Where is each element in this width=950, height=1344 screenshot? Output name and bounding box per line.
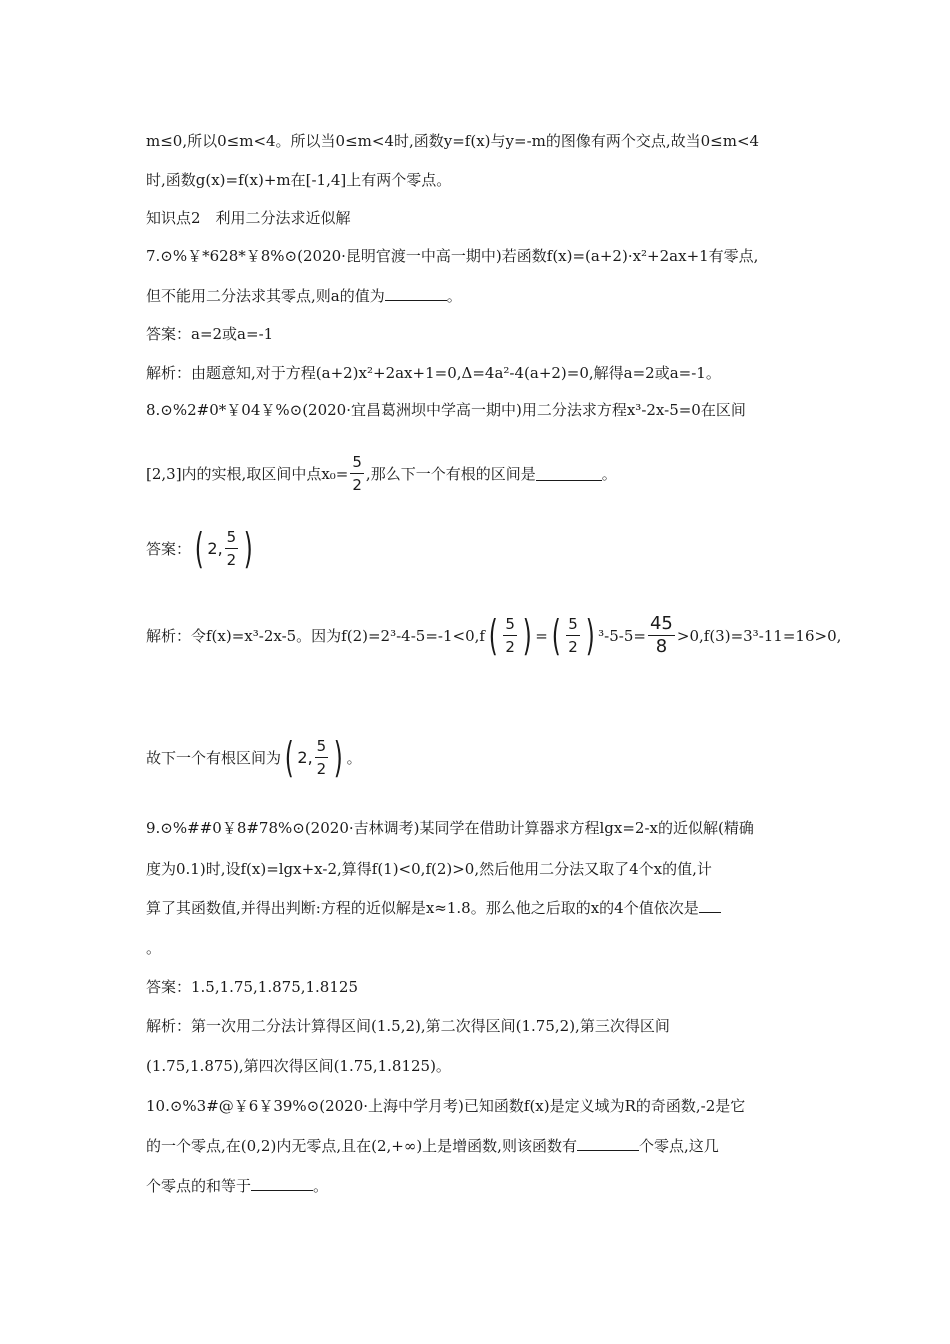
- answer-blank: [699, 898, 721, 913]
- question-9-line-4: 。: [146, 939, 162, 957]
- punct: 。: [446, 287, 462, 305]
- paren-open: (: [194, 523, 204, 573]
- question-7-text: 但不能用二分法求其零点,则a的值为: [146, 287, 385, 305]
- fraction-5-2: $\frac{5}{2}$: [568, 615, 578, 656]
- answer-blank: [536, 466, 602, 481]
- answer-label: 答案：: [146, 539, 192, 558]
- paren-close: ): [333, 732, 343, 782]
- solution-7: 解析：由题意知,对于方程(a+2)x²+2ax+1=0,Δ=4a²-4(a+2)=0,解得a=2或a=-1。: [146, 364, 721, 382]
- interval-value: 2,: [297, 747, 313, 767]
- fraction-5-2: $\frac{5}{2}$: [226, 528, 237, 569]
- solution-8: [146, 610, 842, 660]
- solution-8-text: 解析：令f(x)=x³-2x-5。因为f(2)=2³-4-5=-1<0,f: [146, 626, 485, 645]
- text-line-2: 时,函数g(x)=f(x)+m在[-1,4]上有两个零点。: [146, 171, 452, 189]
- punct: 。: [601, 464, 617, 483]
- question-10-line-2: [146, 1136, 719, 1156]
- solution-9-line-2: (1.75,1.875),第四次得区间(1.75,1.8125)。: [146, 1057, 451, 1075]
- question-9-text: 算了其函数值,并得出判断:方程的近似解是x≈1.8。那么他之后取的x的4个值依次是: [146, 899, 699, 917]
- answer-blank: [385, 286, 447, 301]
- question-10-text-3: 个零点的和等于: [146, 1177, 252, 1195]
- paren-close: ): [585, 610, 595, 660]
- punct: 。: [313, 1177, 329, 1195]
- fraction-5-2: $\frac{5}{2}$: [505, 615, 515, 656]
- section-heading: 知识点2 利用二分法求近似解: [146, 209, 351, 227]
- answer-blank: [577, 1136, 639, 1151]
- paren-open: (: [284, 732, 294, 782]
- solution-8-text-2: ³-5-5=: [598, 626, 646, 645]
- answer-8: [146, 523, 257, 573]
- paren-open: (: [488, 610, 498, 660]
- question-9-line-3: [146, 898, 721, 918]
- fraction-5-2: $\frac{5}{2}$: [316, 737, 327, 778]
- question-8-line-2: [146, 451, 617, 496]
- paren-close: ): [522, 610, 532, 660]
- question-8-text-2: ,那么下一个有根的区间是: [365, 464, 536, 483]
- solution-8-text-3: >0,f(3)=3³-11=16>0,: [676, 626, 842, 645]
- question-10-line-3: [146, 1176, 328, 1196]
- punct: 。: [346, 748, 362, 767]
- question-7-line-1: 7.⊙%￥*628*￥8%⊙(2020·昆明官渡一中高一期中)若函数f(x)=(a+2)·x²+2ax+1有零点,: [146, 247, 759, 265]
- solution-8-conclusion: [146, 732, 362, 782]
- answer-blank: [251, 1176, 313, 1191]
- question-8-line-1: 8.⊙%2#0*￥04￥%⊙(2020·宜昌葛洲坝中学高一期中)用二分法求方程x³-2x-5=0在区间: [146, 401, 746, 419]
- fraction-5-2: $\frac{5}{2}$: [352, 453, 362, 494]
- question-10-text: 的一个零点,在(0,2)内无零点,且在(2,+∞)上是增函数,则该函数有: [146, 1137, 577, 1155]
- equals: =: [535, 626, 548, 645]
- text-line-1: m≤0,所以0≤m<4。所以当0≤m<4时,函数y=f(x)与y=-m的图像有两个交点,故当0≤m<4: [146, 132, 760, 150]
- paren-close: ): [243, 523, 253, 573]
- question-9-line-2: 度为0.1)时,设f(x)=lgx+x-2,算得f(1)<0,f(2)>0,然后他用二分法又取了4个x的值,计: [146, 860, 712, 878]
- question-10-text-2: 个零点,这几: [638, 1137, 719, 1155]
- paren-open: (: [551, 610, 561, 660]
- question-9-line-1: 9.⊙%##0￥8#78%⊙(2020·吉林调考)某同学在借助计算器求方程lgx=2-x的近似解(精确: [146, 819, 754, 837]
- answer-8-value: 2,: [207, 538, 223, 558]
- answer-9: 答案：1.5,1.75,1.875,1.8125: [146, 978, 358, 996]
- question-10-line-1: 10.⊙%3#@￥6￥39%⊙(2020·上海中学月考)已知函数f(x)是定义域为R的奇函数,-2是它: [146, 1097, 746, 1115]
- question-7-line-2: [146, 286, 462, 306]
- question-8-text: [2,3]内的实根,取区间中点x₀=: [146, 464, 349, 483]
- fraction-45-8: $\frac{45}{8}$: [649, 613, 673, 657]
- answer-7: 答案：a=2或a=-1: [146, 325, 274, 343]
- conclusion-text: 故下一个有根区间为: [146, 748, 282, 767]
- solution-9-line-1: 解析：第一次用二分法计算得区间(1.5,2),第二次得区间(1.75,2),第三次得区间: [146, 1017, 670, 1035]
